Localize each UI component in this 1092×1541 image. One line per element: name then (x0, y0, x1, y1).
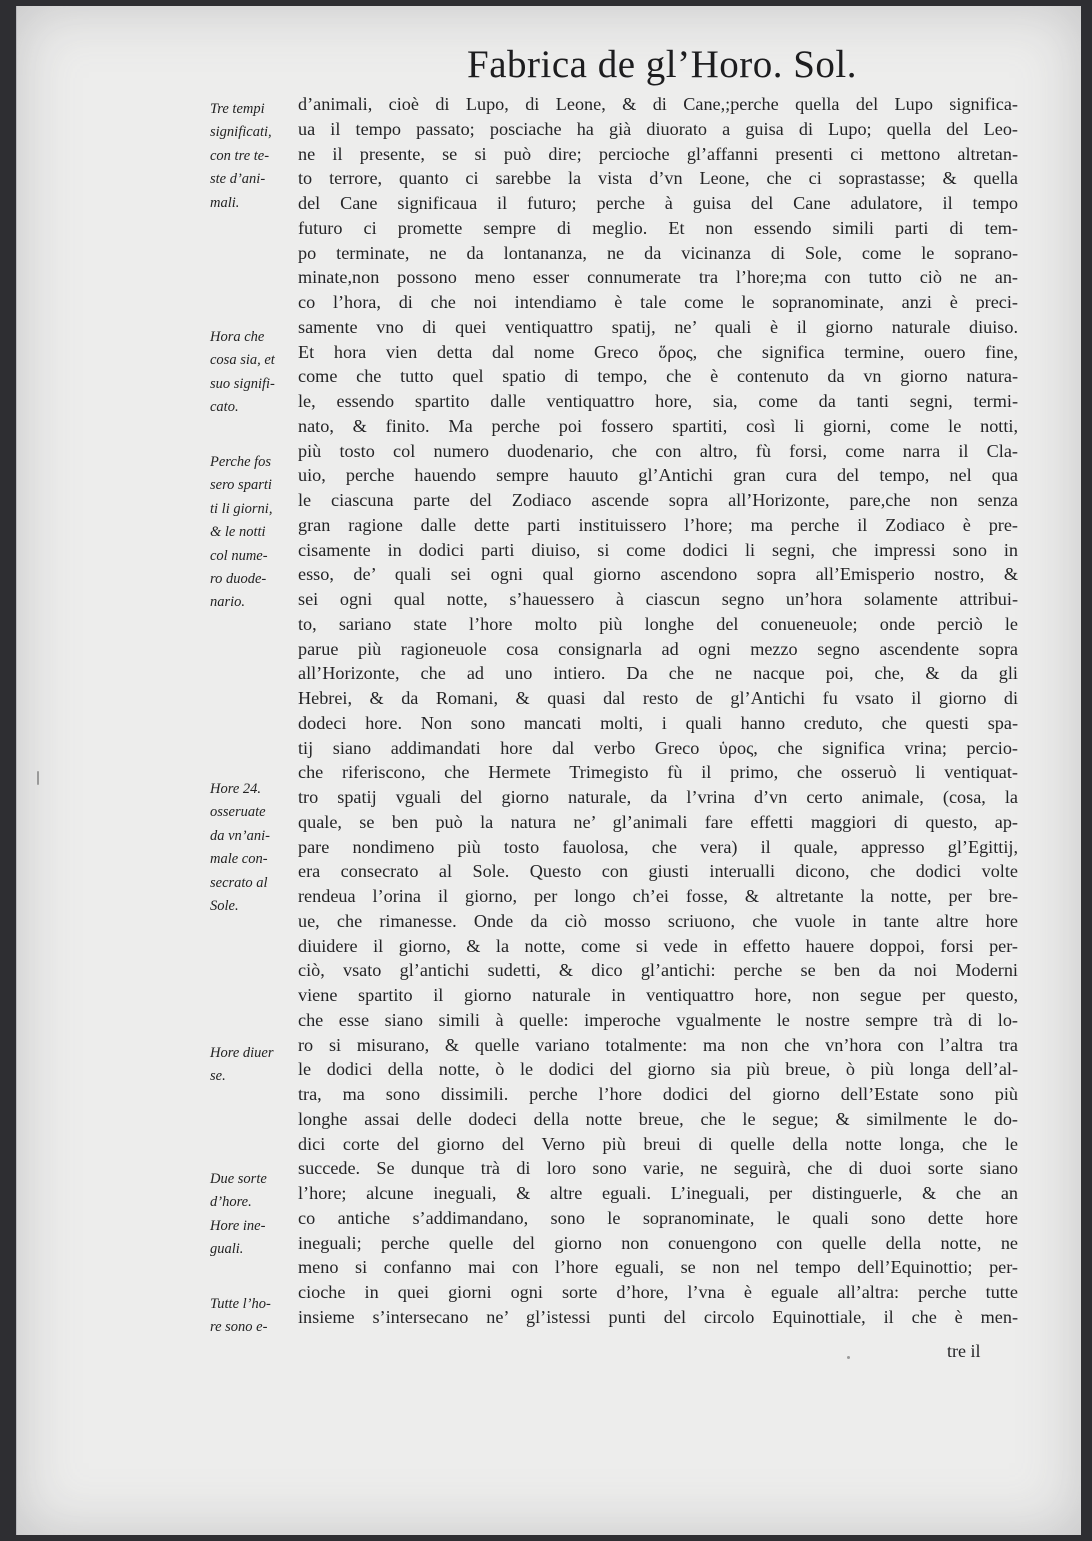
margin-note-line: suo signifi- (210, 375, 275, 392)
text-line: d’animali, cioè di Lupo, di Leone, & di Cane,;perche quella del Lupo significa- (298, 94, 1018, 114)
margin-note-line: ro duode- (210, 571, 267, 588)
text-line: nato, & finito. Ma perche poi fossero spartiti, così li giorni, come le notti, (298, 415, 1018, 436)
margin-note-line: Tutte l’ho- (210, 1296, 271, 1312)
margin-note-line: Sole. (210, 898, 239, 915)
text-line: ineguali; perche quelle del giorno non conuengono con quelle della notte, ne (298, 1232, 1018, 1253)
ink-speck (37, 771, 39, 785)
text-line: to, sariano state l’hore molto più longhe del conueneuole; onde perciò le (298, 613, 1018, 634)
text-line: quale, se ben può la natura ne’ gl’animali fare effetti maggiori di questo, ap- (298, 811, 1018, 832)
margin-note (210, 98, 302, 215)
text-line: to terrore, quanto ci sarebbe la vista d’vn Leone, che ci soprastasse; & quella (298, 168, 1018, 189)
catchword: tre il (947, 1341, 981, 1361)
margin-note-line: cosa sia, et (210, 352, 275, 369)
running-header: Fabrica de gl’Horo. Sol. (467, 43, 858, 86)
text-line: ua il tempo passato; posciache ha già diuorato a guisa di Lupo; quella del Leo- (298, 118, 1018, 139)
margin-note (210, 1293, 302, 1340)
text-line: ro si misurano, & quelle variano totalmente: ma non che vn’hora con l’altra tra (298, 1034, 1018, 1055)
text-line: rendeua l’orina il giorno, per longo ch’ei fosse, & altretante la notte, per bre- (298, 886, 1018, 906)
margin-note-line: con tre te- (210, 147, 270, 164)
margin-note-line: & le notti (210, 524, 266, 541)
margin-note-line: mali. (210, 194, 240, 211)
margin-note-line: ste d’ani- (210, 171, 266, 188)
text-line: Et hora vien detta dal nome Greco ὅρος, che significa termine, ouero fine, (298, 341, 1018, 362)
text-line: parue più ragioneuole cosa consignarla ad ogni mezzo segno ascendente sopra (298, 638, 1018, 659)
text-line: insieme s’intersecano ne’ gl’istessi punti del circolo Equinottiale, il che è men- (298, 1306, 1018, 1327)
text-line: era consecrato al Sole. Questo con giusti interualli dicono, che dodici volte (298, 861, 1018, 882)
text-line: diuidere il giorno, & la notte, come si vede in effetto hauere doppoi, forsi per- (298, 935, 1018, 956)
text-line: futuro ci promette sempre di meglio. Et non essendo simili parti di tem- (298, 217, 1018, 238)
margin-note-line: osseruate (210, 804, 266, 821)
margin-note-line: Perche fos (210, 454, 272, 470)
margin-note-line: Hore ine- (210, 1217, 266, 1234)
margin-note-line: re sono e- (210, 1319, 268, 1336)
text-line: pare nondimeno più tosto fauolosa, che vera) il quale, appresso gl’Egittij, (298, 836, 1018, 857)
text-line: samente vno di quei ventiquattro spatij, ne’ quali è il giorno naturale diuiso. (298, 316, 1018, 337)
text-line: che riferiscono, che Hermete Trimegisto fù il primo, che osseruò li ventiquat- (298, 762, 1018, 783)
text-line: co antiche s’addimandano, sono le sopranominate, le quali sono dette hore (298, 1207, 1018, 1228)
book-page (16, 6, 1081, 1535)
margin-note-line: sero sparti (210, 477, 272, 494)
text-line: po terminate, ne da lontananza, ne da vicinanza di Sole, come le soprano- (298, 242, 1018, 263)
text-line: dodeci hore. Non sono mancati molti, i quali hanno creduto, che questi spa- (298, 712, 1018, 733)
text-line: succede. Se dunque trà di loro sono varie, ne seguirà, che di duoi sorte siano (298, 1158, 1018, 1179)
text-line: le dodici della notte, ò le dodici del giorno sia più breue, ò più longa dell’al- (298, 1059, 1018, 1080)
body-text (298, 92, 1018, 1354)
margin-note-line: se. (210, 1068, 226, 1085)
text-line: le, essendo spartito dalle ventiquattro hore, sia, come da tanti segni, termi- (298, 391, 1018, 411)
text-line (298, 1330, 1018, 1355)
margin-note-line: significati, (210, 124, 272, 141)
text-line: ne il presente, se si può dire; percioche gl’affanni presenti ci mettono altretan- (298, 143, 1018, 164)
text-line: all’Horizonte, che ad uno intiero. Da che ne nacque poi, che, & da gli (298, 663, 1018, 684)
text-line: minate,non possono meno esser connumerate tra l’hore;ma con tutto ciò ne an- (298, 267, 1018, 288)
text-line: meno si confanno mai con l’hore eguali, se non nel tempo dell’Equinottio; per- (298, 1257, 1018, 1278)
text-line: longhe assai delle dodeci della notte breue, che le segue; & similmente le do- (298, 1108, 1018, 1129)
margin-note-line: guali. (210, 1241, 244, 1258)
margin-note (210, 1168, 302, 1262)
text-line: uio, perche hauendo sempre hauuto gl’Antichi gran cura del tempo, nel qua (298, 465, 1018, 486)
text-line: del Cane significaua il futuro; perche à guisa del Cane adulatore, il tempo (298, 193, 1018, 213)
text-line: ue, che rimanesse. Onde da ciò mosso scriuono, che vuole in tante altre hore (298, 910, 1018, 931)
ink-speck (847, 1356, 850, 1359)
margin-note-line: d’hore. (210, 1194, 252, 1211)
text-line: tro spatij vguali del giorno naturale, da l’vrina d’vn certo animale, (cosa, la (298, 787, 1018, 807)
text-line: che esse siano simili à quelle: imperoche vgualmente le nostre sempre trà di lo- (298, 1009, 1018, 1030)
text-line: tij siano addimandati hore dal verbo Greco ὑρος, che significa vrina; percio- (298, 737, 1018, 758)
margin-note-line: col nume- (210, 547, 268, 564)
text-line: dici corte del giorno del Verno più breui di quelle della notte longa, che le (298, 1133, 1018, 1154)
margin-note-line: Hore 24. (210, 781, 262, 797)
margin-note-line: male con- (210, 851, 268, 868)
margin-note-line: Hore diuer (210, 1045, 274, 1061)
text-line: esso, de’ quali sei ogni qual giorno ascendono sopra all’Emisperio nostro, & (298, 564, 1018, 585)
text-line: ciò, vsato gl’antichi sudetti, & dico gl’antichi: perche se ben da noi Moderni (298, 960, 1018, 981)
margin-note-line: Hora che (210, 329, 265, 345)
margin-note (210, 1042, 302, 1089)
margin-note-line: secrato al (210, 874, 268, 891)
margin-note-line: ti li giorni, (210, 500, 273, 517)
margin-note-line: cato. (210, 399, 239, 416)
text-line: l’hore; alcune ineguali, & altre eguali. L’ineguali, per distinguerle, & che an (298, 1183, 1018, 1203)
margin-note-line: Due sorte (210, 1171, 267, 1187)
margin-note-line: da vn’ani- (210, 827, 270, 844)
margin-note-line: nario. (210, 594, 246, 611)
text-line: sei ogni qual notte, s’hauessero à ciascun segno un’hora solamente attribui- (298, 589, 1018, 609)
text-line: cisamente in dodici parti diuiso, si come dodici li segni, che impressi sono in (298, 539, 1018, 560)
text-line: co l’hora, di che noi intendiamo è tale come le sopranominate, anzi è preci- (298, 292, 1018, 312)
text-line: come che tutto quel spatio di tempo, che è contenuto da vn giorno natura- (298, 366, 1018, 387)
text-line: Hebrei, & da Romani, & quasi dal resto de gl’Antichi fu vsato il giorno di (298, 688, 1018, 708)
margin-note (210, 778, 302, 918)
text-line: tra, ma sono dissimili. perche l’hore dodici del giorno dell’Estate sono più (298, 1084, 1018, 1104)
margin-note (210, 326, 302, 420)
text-line: più tosto col numero duodenario, che con altro, fù forsi, come narra il Cla- (298, 440, 1018, 461)
text-line: viene spartito il giorno naturale in ventiquattro hore, non segue per questo, (298, 985, 1018, 1005)
text-line: cioche in quei giorni ogni sorte d’hore, l’vna è eguale all’altra: perche tutte (298, 1282, 1018, 1302)
margin-note (210, 451, 302, 615)
text-line: gran ragione dalle dette parti instituissero l’hore; ma perche il Zodiaco è pre- (298, 514, 1018, 535)
text-line: le ciascuna parte del Zodiaco ascende sopra all’Horizonte, pare,che non senza (298, 490, 1018, 510)
margin-note-line: Tre tempi (210, 101, 265, 117)
